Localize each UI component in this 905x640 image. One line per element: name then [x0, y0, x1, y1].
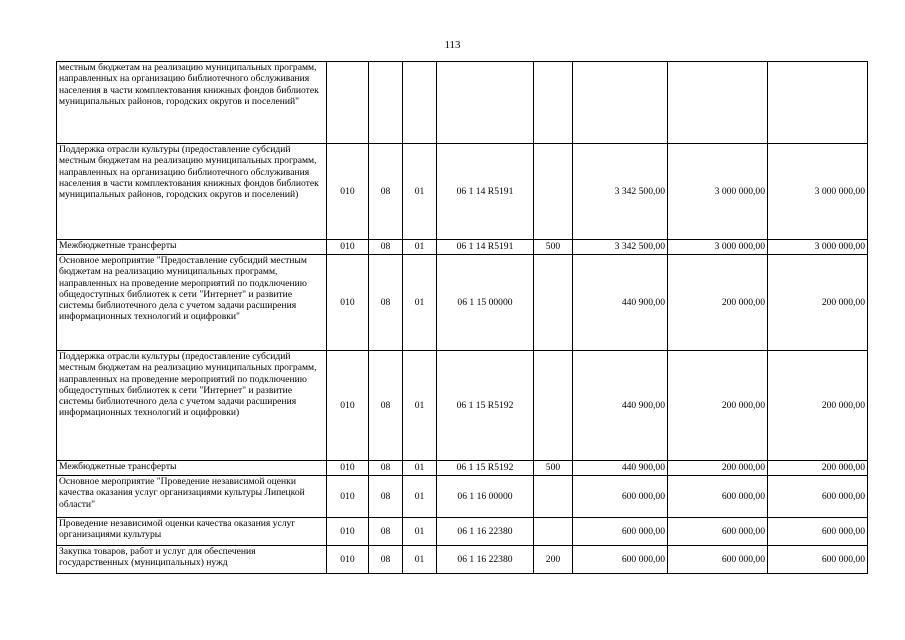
- sum-2017-cell: 440 900,00: [573, 351, 668, 461]
- sum-2019-cell: 200 000,00: [768, 255, 868, 351]
- sum-2017-cell: 600 000,00: [573, 476, 668, 518]
- sum-2017-cell: 600 000,00: [573, 518, 668, 546]
- ministry-code-cell: 010: [327, 144, 369, 240]
- target-article-cell: 06 1 15 R5192: [437, 351, 534, 461]
- target-article-cell: 06 1 16 22380: [437, 546, 534, 574]
- expense-type-cell: 200: [534, 546, 573, 574]
- target-article-cell: 06 1 14 R5191: [437, 240, 534, 255]
- section-code-cell: 08: [369, 255, 403, 351]
- table-row: [57, 255, 868, 351]
- sum-2018-cell: 600 000,00: [668, 476, 768, 518]
- row-name-cell: Проведение независимой оценки качества оказания услуг организациями культуры: [57, 518, 327, 546]
- section-code-cell: 08: [369, 240, 403, 255]
- target-article-cell: [437, 62, 534, 144]
- ministry-code-cell: 010: [327, 240, 369, 255]
- subsection-code-cell: 01: [403, 518, 437, 546]
- sum-2019-cell: 600 000,00: [768, 518, 868, 546]
- sum-2017-cell: 440 900,00: [573, 461, 668, 476]
- table-row: [57, 144, 868, 240]
- sum-2018-cell: 600 000,00: [668, 518, 768, 546]
- subsection-code-cell: 01: [403, 144, 437, 240]
- row-name-cell: Основное мероприятие "Проведение независимой оценки качества оказания услуг организациями культуры Липецкой области": [57, 476, 327, 518]
- table-row: [57, 518, 868, 546]
- section-code-cell: 08: [369, 546, 403, 574]
- ministry-code-cell: 010: [327, 461, 369, 476]
- row-name-cell: местным бюджетам на реализацию муниципальных программ, направленных на организацию библиотечного обслуживания населения в части комплектования книжных фондов библиотек муниципальных районов, городских округов и поселений": [57, 62, 327, 144]
- table-row: [57, 240, 868, 255]
- sum-2019-cell: 200 000,00: [768, 351, 868, 461]
- page-number: 113: [444, 39, 461, 51]
- target-article-cell: 06 1 16 00000: [437, 476, 534, 518]
- sum-2019-cell: [768, 62, 868, 144]
- sum-2018-cell: 200 000,00: [668, 351, 768, 461]
- subsection-code-cell: 01: [403, 476, 437, 518]
- sum-2018-cell: 3 000 000,00: [668, 240, 768, 255]
- expense-type-cell: [534, 518, 573, 546]
- subsection-code-cell: 01: [403, 240, 437, 255]
- sum-2017-cell: 3 342 500,00: [573, 240, 668, 255]
- expense-type-cell: [534, 351, 573, 461]
- row-name-cell: Межбюджетные трансферты: [57, 240, 327, 255]
- row-name-cell: Закупка товаров, работ и услуг для обеспечения государственных (муниципальных) нужд: [57, 546, 327, 574]
- ministry-code-cell: 010: [327, 476, 369, 518]
- ministry-code-cell: 010: [327, 255, 369, 351]
- sum-2019-cell: 600 000,00: [768, 476, 868, 518]
- expense-type-cell: [534, 144, 573, 240]
- sum-2018-cell: 3 000 000,00: [668, 144, 768, 240]
- ministry-code-cell: 010: [327, 518, 369, 546]
- budget-table: [56, 61, 868, 574]
- row-name-cell: Поддержка отрасли культуры (предоставление субсидий местным бюджетам на реализацию муниципальных программ, направленных на проведение мероприятий по подключению общедоступных библиотек к сети "Интернет" и развитие системы библиотечного дела с учетом задачи расширения информационных технологий и оцифровки): [57, 351, 327, 461]
- row-name-cell: Поддержка отрасли культуры (предоставление субсидий местным бюджетам на реализацию муниципальных программ, направленных на организацию библиотечного обслуживания населения в части комплектования книжных фондов библиотек муниципальных районов, городских округов и поселений): [57, 144, 327, 240]
- table-row: [57, 476, 868, 518]
- row-name-cell: Основное мероприятие "Предоставление субсидий местным бюджетам на реализацию муниципальных программ, направленных на проведение мероприятий по подключению общедоступных библиотек к сети "Интернет" и развитие системы библиотечного дела с учетом задачи расширения информационных технологий и оцифровки": [57, 255, 327, 351]
- table-row: [57, 461, 868, 476]
- sum-2017-cell: 3 342 500,00: [573, 144, 668, 240]
- section-code-cell: 08: [369, 476, 403, 518]
- sum-2018-cell: 600 000,00: [668, 546, 768, 574]
- table-row: [57, 62, 868, 144]
- expense-type-cell: [534, 255, 573, 351]
- section-code-cell: 08: [369, 351, 403, 461]
- ministry-code-cell: [327, 62, 369, 144]
- section-code-cell: [369, 62, 403, 144]
- target-article-cell: 06 1 15 00000: [437, 255, 534, 351]
- sum-2019-cell: 600 000,00: [768, 546, 868, 574]
- sum-2017-cell: 440 900,00: [573, 255, 668, 351]
- table-row: [57, 351, 868, 461]
- target-article-cell: 06 1 16 22380: [437, 518, 534, 546]
- sum-2018-cell: 200 000,00: [668, 255, 768, 351]
- expense-type-cell: 500: [534, 461, 573, 476]
- section-code-cell: 08: [369, 144, 403, 240]
- sum-2017-cell: 600 000,00: [573, 546, 668, 574]
- subsection-code-cell: 01: [403, 546, 437, 574]
- subsection-code-cell: 01: [403, 461, 437, 476]
- expense-type-cell: [534, 476, 573, 518]
- expense-type-cell: [534, 62, 573, 144]
- sum-2017-cell: [573, 62, 668, 144]
- target-article-cell: 06 1 14 R5191: [437, 144, 534, 240]
- sum-2019-cell: 3 000 000,00: [768, 144, 868, 240]
- expense-type-cell: 500: [534, 240, 573, 255]
- sum-2019-cell: 200 000,00: [768, 461, 868, 476]
- table-row: [57, 546, 868, 574]
- subsection-code-cell: 01: [403, 255, 437, 351]
- sum-2018-cell: [668, 62, 768, 144]
- section-code-cell: 08: [369, 518, 403, 546]
- ministry-code-cell: 010: [327, 546, 369, 574]
- section-code-cell: 08: [369, 461, 403, 476]
- subsection-code-cell: [403, 62, 437, 144]
- ministry-code-cell: 010: [327, 351, 369, 461]
- row-name-cell: Межбюджетные трансферты: [57, 461, 327, 476]
- subsection-code-cell: 01: [403, 351, 437, 461]
- sum-2018-cell: 200 000,00: [668, 461, 768, 476]
- sum-2019-cell: 3 000 000,00: [768, 240, 868, 255]
- target-article-cell: 06 1 15 R5192: [437, 461, 534, 476]
